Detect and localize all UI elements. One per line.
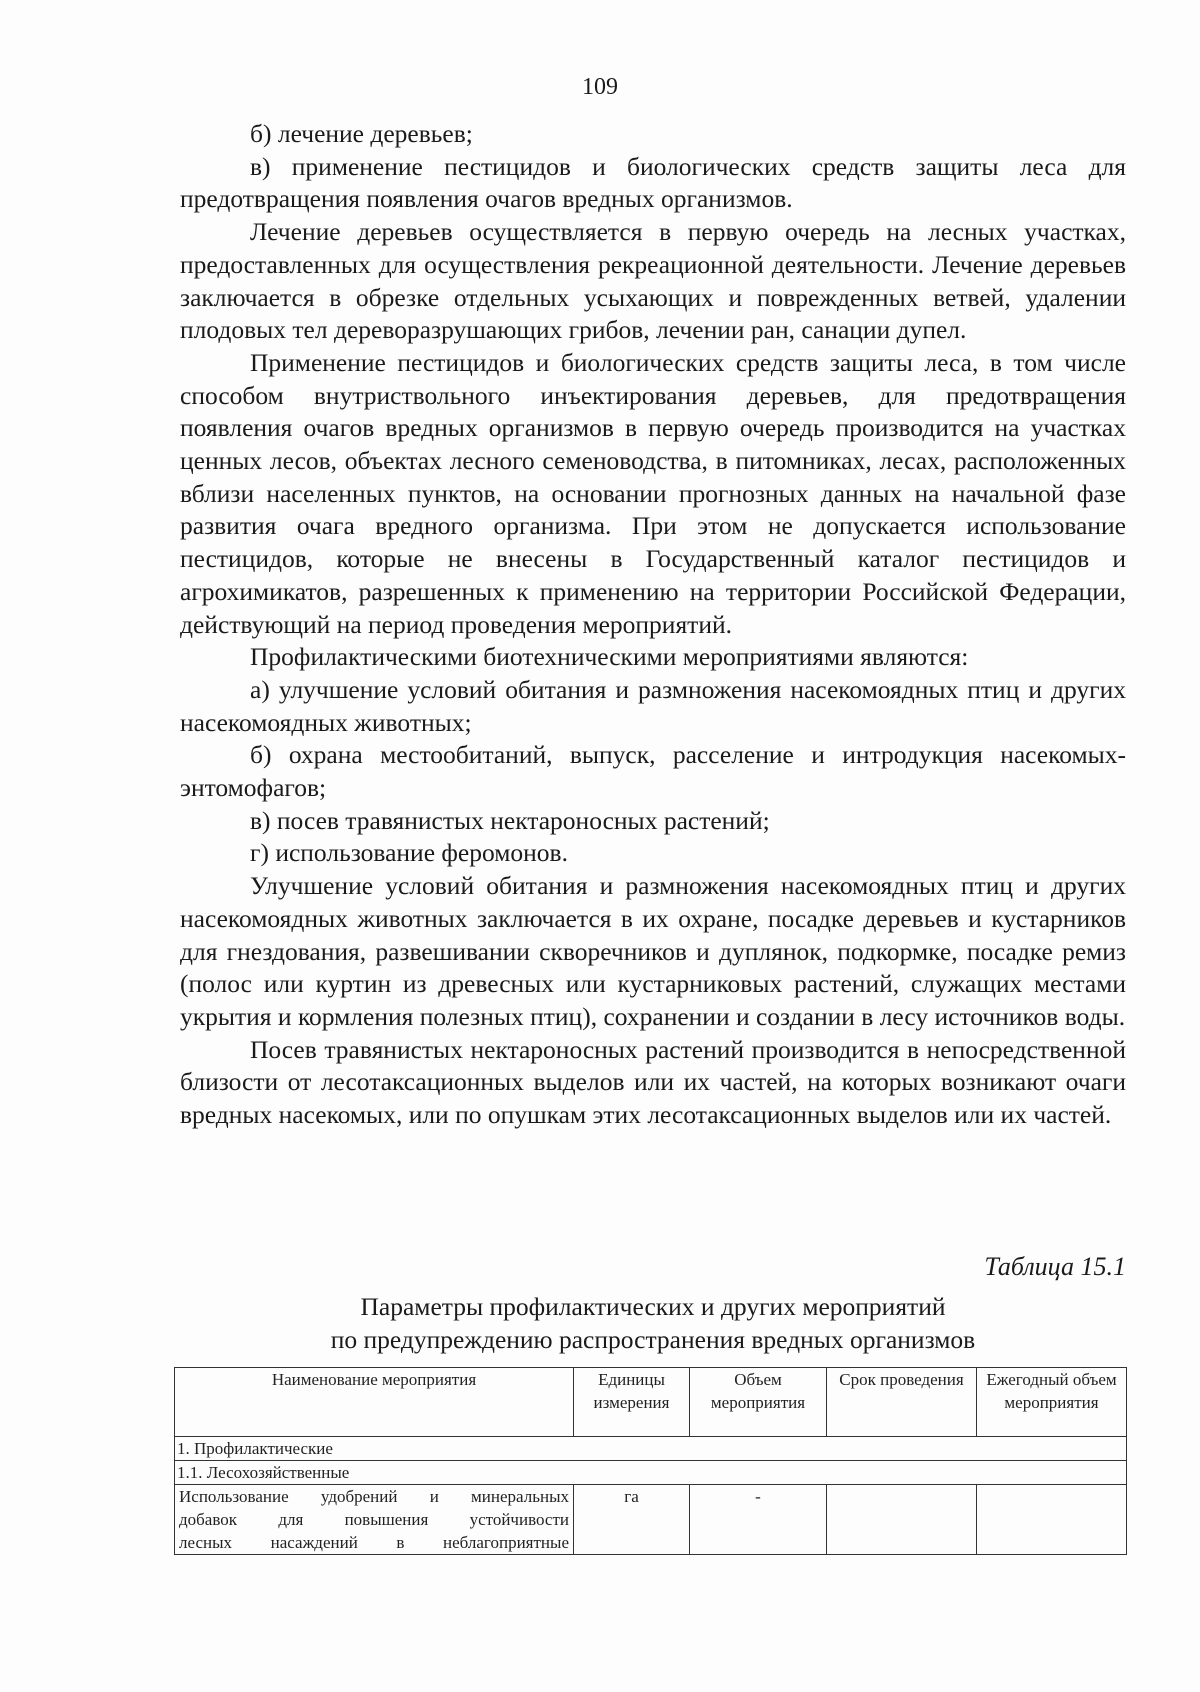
volume-cell: - — [690, 1485, 827, 1555]
section-row-label: 1.1. Лесохозяйственные — [175, 1461, 1127, 1485]
unit-cell: га — [574, 1485, 690, 1555]
paragraph: б) лечение деревьев; — [250, 119, 473, 148]
table-title-line: Параметры профилактических и других мероприятий — [360, 1292, 946, 1321]
paragraph: б) охрана местообитаний, выпуск, расселение и интродукция насекомых-энтомофагов; — [180, 740, 1126, 803]
table-row — [175, 1461, 1127, 1485]
section-row-label: 1. Профилактические — [175, 1437, 1127, 1461]
term-cell — [827, 1485, 977, 1555]
table-label: Таблица 15.1 — [984, 1252, 1126, 1281]
column-header-volume: Объем мероприятия — [690, 1368, 827, 1437]
paragraph: Лечение деревьев осуществляется в первую очередь на лесных участках, предоставленных для осуществления рекреационной деятельности. Лечение деревьев заключается в обрезке отдельных усыхающих и поврежденных ветвей, удалении плодовых тел дереворазрушающих грибов, лечении ран, санации дупел. — [180, 217, 1126, 345]
page-number: 109 — [582, 74, 618, 100]
column-header-unit: Единицы измерения — [574, 1368, 690, 1437]
table-title — [180, 1290, 1126, 1356]
paragraph: Применение пестицидов и биологических средств защиты леса, в том числе способом внутриствольного инъектирования деревьев, для предотвращения появления очагов вредных организмов в первую очередь производится на участках ценных лесов, объектах лесного семеноводства, в питомниках, лесах, расположенных вблизи населенных пунктов, на основании прогнозных данных на начальной фазе развития очага вредного организма. При этом не допускается использование пестицидов, которые не внесены в Государственный каталог пестицидов и агрохимикатов, разрешенных к применению на территории Российской Федерации, действующий на период проведения мероприятий. — [180, 347, 1126, 639]
column-header-name: Наименование мероприятия — [175, 1368, 574, 1437]
table-row — [175, 1485, 1127, 1555]
measure-name-cell — [175, 1485, 574, 1555]
measure-name-line: Использование удобрений и минеральных — [179, 1487, 569, 1506]
measure-name-line: добавок для повышения устойчивости — [179, 1510, 569, 1529]
parameters-table — [174, 1367, 1127, 1555]
paragraph: Улучшение условий обитания и размножения насекомоядных птиц и других насекомоядных животных заключается в их охране, посадке деревьев и кустарников для гнездования, развешивании скворечников и дуплянок, подкормке, посадке ремиз (полос или куртин из древесных или кустарниковых растений, служащих местами укрытия и кормления полезных птиц), сохранении и создании в лесу источников воды. — [180, 871, 1126, 1031]
paragraph: Профилактическими биотехническими мероприятиями являются: — [250, 642, 969, 672]
annual-volume-cell — [977, 1485, 1127, 1555]
paragraph: в) посев травянистых нектароносных растений; — [250, 805, 770, 835]
paragraph: в) применение пестицидов и биологических средств защиты леса для предотвращения появления очагов вредных организмов. — [180, 151, 1126, 214]
table-header-row — [175, 1368, 1127, 1437]
table-title-line: по предупреждению распространения вредных организмов — [330, 1325, 976, 1354]
paragraph: Посев травянистых нектароносных растений производится в непосредственной близости от лесотаксационных выделов или их частей, на которых возникают очаги вредных насекомых, или по опушкам этих лесотаксационных выделов или их частей. — [180, 1034, 1126, 1130]
paragraph: а) улучшение условий обитания и размножения насекомоядных птиц и других насекомоядных животных; — [180, 674, 1126, 737]
paragraph: г) использование феромонов. — [250, 838, 568, 868]
column-header-term: Срок проведения — [827, 1368, 977, 1437]
table-row — [175, 1437, 1127, 1461]
measure-name-line: лесных насаждений в неблагоприятные — [179, 1533, 569, 1552]
body-text — [180, 118, 1126, 1132]
column-header-annual: Ежегодный объем мероприятия — [977, 1368, 1127, 1437]
